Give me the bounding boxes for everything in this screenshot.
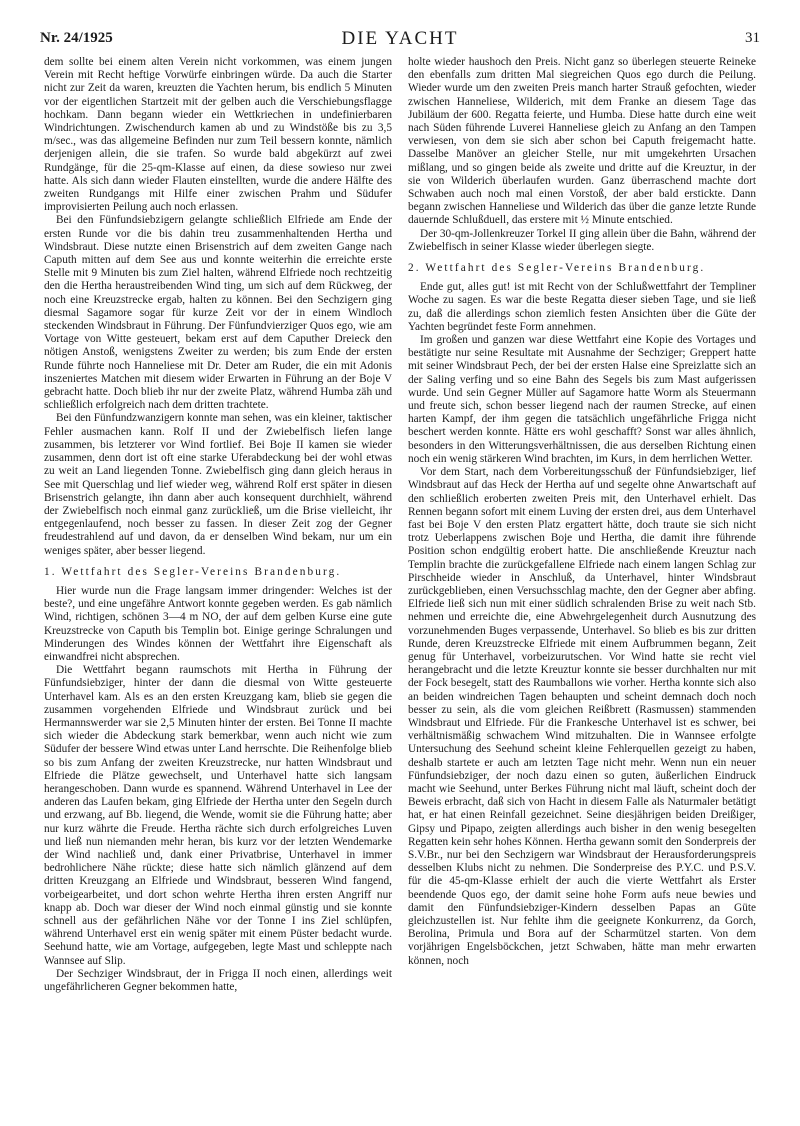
paragraph: Ende gut, alles gut! ist mit Recht von der Schlußwettfahrt der Templiner Woche zu sagen. Es war die beste Regatta dieser sieben Tage, und sie ließ zu, daß die allerdings schon ziemlich festen Ansichten über die Güte der Yachten begründet feste Form annehmen. — [408, 281, 756, 333]
paragraph: Im großen und ganzen war diese Wettfahrt eine Kopie des Vortages und bestätigte nur seine Resultate mit Ausnahme der Sechziger; Greppert hatte mit seiner Windsbraut Pech, der bei der ersten Halse eine Spreizlatte sich an der Saling verfing und so eine Bahn des Segels bis zum Mast aufgerissen wurde. Und sein Gegner Müller auf Sagamore hatte Worm als Steuermann und freute sich, schon besser liegend nach der raumen Strecke, auf einen harten Kampf, der ihm gegen die tatsächlich ungefährliche Frigga nicht beschert werden konnte. Hätte ers wohl geschafft? Sonst war alles ähnlich, besonders in den Witterungsverhältnissen, die aus derselben Richtung einen noch ein wenig stärkeren Wind brachten, im Kurs, in dem herrlichen Wetter. — [408, 334, 756, 465]
page-number: 31 — [745, 30, 760, 46]
section-heading: 1. Wettfahrt des Segler-Vereins Brandenburg. — [44, 565, 342, 578]
left-column — [44, 56, 392, 1114]
paragraph: Der Sechziger Windsbraut, der in Frigga II noch einen, allerdings weit ungefährlicheren Gegner bekommen hatte, — [44, 967, 392, 994]
paragraph: Hier wurde nun die Frage langsam immer dringender: Welches ist der beste?, und eine ungefähre Antwort konnte gegeben werden. Es gab nämlich Wind, richtigen, schönen 3—4 m NO, der auf dem gelben Kurse eine gute Kreuzstrecke von Caputh bis Templin bot. Einige geringe Schralungen und Minderungen des Windes können der Wettfahrt ihre Eigenschaft als einwandfrei nicht absprechen. — [44, 584, 392, 663]
paragraph: Vor dem Start, nach dem Vorbereitungsschuß der Fünfundsiebziger, lief Windsbraut auf das Heck der Hertha auf und segelte ohne Anwartschaft auf den schließlich eroberten zweiten Preis mit, den Unterhavel erhielt. Das Rennen begann sofort mit einem Luving der ersten drei, aus dem Unterhavel fast bei Boje V den ersten Platz ergattert hätte, doch traute sie sich nicht trotz Ueberlappens zwischen Boje und Hertha, die damit ihre führende Position schon endgültig erobert hatte. Die anschließende Kreuztur nach Templin brachte die zurückgefallene Elfriede nach einem langen Schlag zur Pirschheide wieder in Anschluß, da Unterhavel, hinter Windsbraut zurückgeblieben, einen Versuchsschlag machte, den der Gegner aber abfing. Elfriede ließ sich nun mit einer südlich schralenden Brise zu weit nach Stb. nehmen und erreichte die, eine Abwehrgelegenheit durch Ausnutzung des vorzunehmenden Buges verpassende, Unterhavel. So blieb es bis zur dritten Runde, deren Kreuzstrecke Elfriede mit einem Aufbrummen begann, Zeit genug für Unterhavel, vorbeizurutschen. Vor Wind hatte sie recht viel herangebracht und die letzte Kreuztur konnte sie besser durchhalten nur mit der Fock besegelt, statt des Raumballons wie vorher. Hertha konnte sich also an beiden windreichen Tagen behaupten und scheint demnach doch noch besser zu sein, als die vom gleichen Reißbrett (Rasmussen) stammenden Windsbraut und Elfriede. Für die Frankesche Unterhavel ist es schwer, bei verhältnismäßig schwachem Wind mitzuhalten. Die in Wannsee erfolgte Untersuchung des Seehund scheint kleine Fehlerquellen gezeigt zu haben, deshalb startete er auch am letzten Tage nicht mehr. Wenn nun ein neuer Fünfundsiebziger, der noch dazu einen so guten, äußerlichen Eindruck macht wie Seehund, unter Berkes Führung nicht mal läuft, scheint doch der Beweis erbracht, daß sich von Hacht in diesem Falle als Naturmaler betätigt hat, er hat einen Reinfall gezeichnet. Seine diesjährigen beiden Dreißiger, Gipsy und Pipapo, zeigten allerdings auch bisher in den wenig besegelten Regatten kein sehr hohes Können. Hertha gewann somit den Sonderpreis der S.V.Br., nur bei den Sechzigern war Windsbraut der Herausforderungspreis desselben Klubs nicht zu nehmen. Die Sonderpreise des P.Y.C. und P.S.V. für die 45-qm-Klasse erhielt der auch die vierte Wettfahrt als Erster beendende Quos ego, der damit seine hohe Form aufs neue bewies und damit den Fünfundsiebziger-Kindern desselben Papas an Güte gleichzustellen ist. Nur fehlte ihm die geeignete Konkurrenz, da Gorch, Berolina, Primula und Bora auf der Scharmützel starten. Von dem vorjährigen Engelsböckchen, jetzt Schwaben, hätte man mehr erwarten können, noch — [408, 466, 756, 967]
page-header — [40, 30, 760, 54]
paragraph: dem sollte bei einem alten Verein nicht vorkommen, was einem jungen Verein mit Recht heftige Vorwürfe einbringen würde. Da auch die Starter nicht zur Zeit da waren, kreuzten die Yachten herum, bis endlich 5 Minuten vor der eigentlichen Startzeit mit der gelben auch die Verschiebungsflagge hochkam. Dann begann wieder ein Wettkriechen in undefinierbaren Windrichtungen. Zwischendurch kamen ab und zu Windstöße bis zu 3,5 m/sec., was das allgemeine Befinden nur zum Teil bessern konnte, nämlich derjenigen allein, die sie trafen. So wurde bald abgekürzt auf zwei Rundgänge, für die 25-qm-Klasse auf einen, da diese sowieso nur zwei hatte. Als sich dann wieder Flauten einstellten, wurde die andere Hälfte des zweiten Rundgangs mit Hilfe einer zwischen Prahm und Südufer improvisierten Peilung auch noch erlassen. — [44, 56, 392, 214]
paragraph: Die Wettfahrt begann raumschots mit Hertha in Führung der Fünfundsiebziger, hinter der dann die diesmal von Witte gesteuerte Unterhavel kam. Als es an den ersten Kreuzgang kam, blieb sie gegen die zusammen vorgehenden Elfriede und Windsbraut zurück und bei Hermannswerder war sie 2,5 Minuten hinter der ersten. Bei Tonne II machte sich wieder die Abdeckung stark bemerkbar, wenn auch nicht wie zum Südufer der bessere Wind etwas unter Land herrschte. Die Reihenfolge blieb so bis zum Anfang der zweiten Kreuzstrecke, nur hatten Windsbraut und Elfriede die Plätze gewechselt, und Unterhavel hatte sich langsam herangeschoben. Dann wurde es spannend. Während Unterhavel in Lee der anderen das Laufen bekam, ging Elfriede der Hertha unter den Segeln durch und erzwang, auf Bb. liegend, die Wende, womit sie die Führung hatte; aber nur kurz währte die Freude. Hertha rächte sich durch erfolgreiches Luven und ließ nun niemanden mehr heran, bis kurz vor der letzten Wendemarke der Wind nachließ und, dank einer Privatbrise, Unterhavel in immer bedrohlichere Nähe rückte; diese hatte sich nämlich glänzend auf dem dritten Kreuzgang an Elfriede und Windsbraut, besseren Wind fangend, vorbeigearbeitet, und dort schon wehrte Hertha ihren ersten Angriff nur knapp ab. Doch war dieser der Wind noch einmal günstig und sie konnte schnell aus der gefährlichen Nähe vor der Tonne I ins Ziel schlüpfen, während Unterhavel erst ein wenig später mit einem Püster bedacht wurde. Seehund hatte, wie am Vortage, aufgegeben, legte Mast und schleppte nach Wannsee auf Slip. — [44, 664, 392, 967]
magazine-title: DIE YACHT — [341, 28, 459, 49]
article-body — [44, 56, 756, 1114]
issue-number: Nr. 24/1925 — [40, 30, 113, 46]
paragraph: Der 30-qm-Jollenkreuzer Torkel II ging allein über die Bahn, während der Zwiebelfisch in seiner Klasse wieder überlegen siegte. — [408, 227, 756, 253]
paragraph: Bei den Fünfundzwanzigern konnte man sehen, was ein kleiner, taktischer Fehler ausmachen kann. Rolf II und der Zwiebelfisch liefen lange zusammen, bis letzterer vor Wind fortlief. Bei Boje II kamen sie wieder zusammen, denn dort ist oft eine starke Uferabdeckung bei der wohl etwas zu weit an Land liegenden Tonne. Zwiebelfisch ging dann gleich heraus in See mit Querschlag und lief wieder weg, während Rolf erst später in diesen Brisenstrich gelangte, ihn dann aber auch konsequent durchhielt, während der Zwiebelfisch noch einmal ganz zurückließ, um die Brise vielleicht, ihr entgegenlaufend, noch besser zu fassen. In dieser Zeit zog der Gegner freudestrahlend auf und davon, da er denselben Wind bekam, nur um ein weniges später, aber besser liegend. — [44, 412, 392, 557]
paragraph: Bei den Fünfundsiebzigern gelangte schließlich Elfriede am Ende der ersten Runde vor die bis dahin treu zusammenhaltenden Hertha und Windsbraut. Diese nutzte einen Brisenstrich auf dem zweiten Gange nach Caputh mitten auf dem See aus und konnte weiterhin die erreichte erste Stelle mit 9 Minuten bis zum Ziel halten, während Elfriede noch rechtzeitig den die Hertha heraustreibenden Wind ting, um sich auf dem Rückweg, der noch eine Kreuzstrecke ergab, halten zu können. Bei den Sechzigern ging diesmal Sagamore sogar für kurze Zeit vor der in einem Windloch steckenden Windsbraut in Führung. Der Fünfundvierziger Quos ego, wie am Vortage von Witte gesteuert, bekam erst auf dem Caputher Dreieck den nötigen Anstoß, wenigstens Zweiter zu werden; bis zum Ende der ersten Runde führte noch Hanneliese mit Dr. Deter am Ruder, die ein mit Adonis inszeniertes Matchen mit diesem wider Erwarten in Führung an der Boje V gebracht hatte. Doch blieb ihr nur der zweite Platz, während Humba zäh und schließlich erfolgreich nach dem dritten trachtete. — [44, 214, 392, 412]
right-column — [408, 56, 756, 1114]
paragraph: holte wieder haushoch den Preis. Nicht ganz so überlegen steuerte Reineke den ebenfalls zum dritten Mal siegreichen Quos ego durch die Peilung. Wieder wurde um den zweiten Preis manch harter Strauß gefochten, wieder zwischen Hanneliese, Wilderich, mit dem Franke an diesem Tage das Jubiläum der 600. Regatta feierte, und Humba. Diese hatte durch eine weit nach Süden führende Luverei Hanneliese gleich zu Anfang an den Tampen verwiesen, von dem sie sich aber schon bei Caputh freigemacht hatte. Dasselbe Manöver an gleicher Stelle, nur mit umgekehrten Ursachen mißlang, und so gingen beide als zweite und dritte auf die Kreuztur, in der sie von Wilderich überlaufen wurden. Ganz überraschend machte dort Schwaben auch noch mal einen Vorstoß, der aber bald erstickte. Dann begann zwischen Hanneliese und Wilderich das über die ganze letzte Runde dauernde Schlußduell, das erstere mit ½ Minute entschied. — [408, 56, 756, 227]
section-heading: 2. Wettfahrt des Segler-Vereins Brandenburg. — [408, 262, 706, 275]
